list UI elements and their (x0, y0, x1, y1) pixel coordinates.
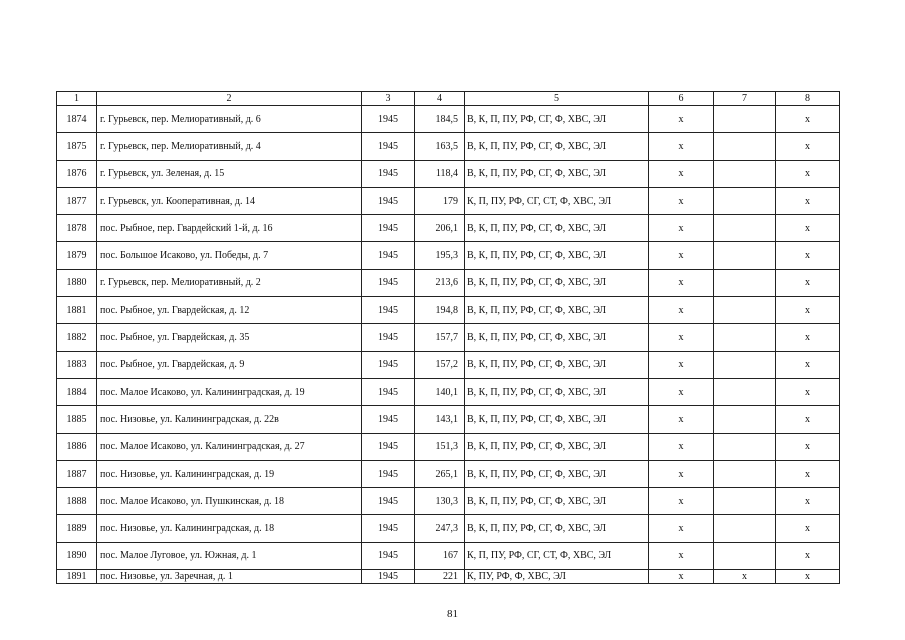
col8-mark: х (776, 324, 840, 351)
column-header: 3 (362, 92, 415, 106)
col7-mark (714, 460, 776, 487)
year-cell: 1945 (362, 515, 415, 542)
col6-mark: х (649, 460, 714, 487)
table-row (57, 433, 840, 460)
table-row (57, 106, 840, 133)
col8-mark: х (776, 542, 840, 569)
table-row (57, 570, 840, 584)
table-row (57, 297, 840, 324)
area-cell: 206,1 (415, 215, 465, 242)
col6-mark: х (649, 324, 714, 351)
col7-mark (714, 324, 776, 351)
row-number: 1880 (57, 269, 97, 296)
col6-mark: х (649, 433, 714, 460)
col7-mark (714, 378, 776, 405)
col8-mark: х (776, 215, 840, 242)
year-cell: 1945 (362, 406, 415, 433)
address-cell: пос. Рыбное, ул. Гвардейская, д. 12 (97, 297, 362, 324)
address-cell: пос. Рыбное, ул. Гвардейская, д. 35 (97, 324, 362, 351)
address-cell: г. Гурьевск, ул. Зеленая, д. 15 (97, 160, 362, 187)
row-number: 1884 (57, 378, 97, 405)
area-cell: 140,1 (415, 378, 465, 405)
year-cell: 1945 (362, 378, 415, 405)
address-cell: пос. Низовье, ул. Калининградская, д. 22в (97, 406, 362, 433)
year-cell: 1945 (362, 269, 415, 296)
systems-cell: В, К, П, ПУ, РФ, СГ, Ф, ХВС, ЭЛ (465, 433, 649, 460)
column-header: 8 (776, 92, 840, 106)
table-row (57, 378, 840, 405)
area-cell: 167 (415, 542, 465, 569)
col7-mark (714, 215, 776, 242)
year-cell: 1945 (362, 242, 415, 269)
page-number: 81 (447, 608, 458, 620)
col6-mark: х (649, 406, 714, 433)
col6-mark: х (649, 187, 714, 214)
area-cell: 184,5 (415, 106, 465, 133)
area-cell: 163,5 (415, 133, 465, 160)
column-header: 4 (415, 92, 465, 106)
area-cell: 179 (415, 187, 465, 214)
systems-cell: В, К, П, ПУ, РФ, СГ, Ф, ХВС, ЭЛ (465, 351, 649, 378)
systems-cell: В, К, П, ПУ, РФ, СГ, Ф, ХВС, ЭЛ (465, 406, 649, 433)
area-cell: 195,3 (415, 242, 465, 269)
systems-cell: В, К, П, ПУ, РФ, СГ, Ф, ХВС, ЭЛ (465, 515, 649, 542)
col8-mark: х (776, 488, 840, 515)
col7-mark (714, 406, 776, 433)
col8-mark: х (776, 570, 840, 584)
table-row (57, 542, 840, 569)
row-number: 1891 (57, 570, 97, 584)
row-number: 1881 (57, 297, 97, 324)
table-row (57, 515, 840, 542)
table-row (57, 187, 840, 214)
area-cell: 130,3 (415, 488, 465, 515)
address-cell: пос. Низовье, ул. Калининградская, д. 18 (97, 515, 362, 542)
systems-cell: В, К, П, ПУ, РФ, СГ, Ф, ХВС, ЭЛ (465, 160, 649, 187)
year-cell: 1945 (362, 351, 415, 378)
row-number: 1877 (57, 187, 97, 214)
address-cell: г. Гурьевск, пер. Мелиоративный, д. 2 (97, 269, 362, 296)
col8-mark: х (776, 515, 840, 542)
address-cell: пос. Малое Исаково, ул. Пушкинская, д. 18 (97, 488, 362, 515)
row-number: 1890 (57, 542, 97, 569)
col8-mark: х (776, 160, 840, 187)
col8-mark: х (776, 351, 840, 378)
col7-mark (714, 269, 776, 296)
column-header: 7 (714, 92, 776, 106)
column-header: 2 (97, 92, 362, 106)
systems-cell: К, ПУ, РФ, Ф, ХВС, ЭЛ (465, 570, 649, 584)
column-header: 5 (465, 92, 649, 106)
table-row (57, 488, 840, 515)
column-header: 1 (57, 92, 97, 106)
systems-cell: В, К, П, ПУ, РФ, СГ, Ф, ХВС, ЭЛ (465, 215, 649, 242)
row-number: 1878 (57, 215, 97, 242)
col8-mark: х (776, 460, 840, 487)
address-cell: г. Гурьевск, пер. Мелиоративный, д. 6 (97, 106, 362, 133)
col7-mark (714, 242, 776, 269)
row-number: 1875 (57, 133, 97, 160)
address-cell: пос. Низовье, ул. Заречная, д. 1 (97, 570, 362, 584)
col7-mark (714, 433, 776, 460)
systems-cell: К, П, ПУ, РФ, СГ, СТ, Ф, ХВС, ЭЛ (465, 542, 649, 569)
systems-cell: В, К, П, ПУ, РФ, СГ, Ф, ХВС, ЭЛ (465, 324, 649, 351)
row-number: 1889 (57, 515, 97, 542)
col6-mark: х (649, 133, 714, 160)
col8-mark: х (776, 269, 840, 296)
area-cell: 157,7 (415, 324, 465, 351)
col8-mark: х (776, 106, 840, 133)
col7-mark (714, 542, 776, 569)
table-row (57, 351, 840, 378)
column-header: 6 (649, 92, 714, 106)
year-cell: 1945 (362, 133, 415, 160)
systems-cell: В, К, П, ПУ, РФ, СГ, Ф, ХВС, ЭЛ (465, 269, 649, 296)
table-row (57, 160, 840, 187)
col7-mark (714, 488, 776, 515)
register-table (56, 91, 840, 584)
year-cell: 1945 (362, 187, 415, 214)
area-cell: 151,3 (415, 433, 465, 460)
col6-mark: х (649, 106, 714, 133)
systems-cell: В, К, П, ПУ, РФ, СГ, Ф, ХВС, ЭЛ (465, 378, 649, 405)
year-cell: 1945 (362, 570, 415, 584)
col6-mark: х (649, 269, 714, 296)
table-row (57, 324, 840, 351)
col6-mark: х (649, 297, 714, 324)
row-number: 1887 (57, 460, 97, 487)
col7-mark (714, 133, 776, 160)
table-row (57, 242, 840, 269)
area-cell: 265,1 (415, 460, 465, 487)
year-cell: 1945 (362, 542, 415, 569)
col7-mark (714, 297, 776, 324)
year-cell: 1945 (362, 433, 415, 460)
systems-cell: В, К, П, ПУ, РФ, СГ, Ф, ХВС, ЭЛ (465, 106, 649, 133)
col8-mark: х (776, 406, 840, 433)
col7-mark (714, 515, 776, 542)
col8-mark: х (776, 297, 840, 324)
col7-mark (714, 160, 776, 187)
col6-mark: х (649, 242, 714, 269)
col8-mark: х (776, 378, 840, 405)
address-cell: пос. Малое Исаково, ул. Калининградская, д. 19 (97, 378, 362, 405)
col7-mark (714, 351, 776, 378)
systems-cell: В, К, П, ПУ, РФ, СГ, Ф, ХВС, ЭЛ (465, 297, 649, 324)
col7-mark (714, 187, 776, 214)
col6-mark: х (649, 570, 714, 584)
address-cell: г. Гурьевск, пер. Мелиоративный, д. 4 (97, 133, 362, 160)
year-cell: 1945 (362, 460, 415, 487)
row-number: 1874 (57, 106, 97, 133)
row-number: 1885 (57, 406, 97, 433)
table-row (57, 215, 840, 242)
systems-cell: В, К, П, ПУ, РФ, СГ, Ф, ХВС, ЭЛ (465, 460, 649, 487)
systems-cell: В, К, П, ПУ, РФ, СГ, Ф, ХВС, ЭЛ (465, 242, 649, 269)
row-number: 1886 (57, 433, 97, 460)
area-cell: 213,6 (415, 269, 465, 296)
year-cell: 1945 (362, 215, 415, 242)
address-cell: пос. Низовье, ул. Калининградская, д. 19 (97, 460, 362, 487)
table-row (57, 460, 840, 487)
col6-mark: х (649, 215, 714, 242)
col6-mark: х (649, 378, 714, 405)
systems-cell: В, К, П, ПУ, РФ, СГ, Ф, ХВС, ЭЛ (465, 133, 649, 160)
address-cell: пос. Большое Исаково, ул. Победы, д. 7 (97, 242, 362, 269)
col7-mark (714, 106, 776, 133)
table-row (57, 269, 840, 296)
col8-mark: х (776, 187, 840, 214)
row-number: 1883 (57, 351, 97, 378)
table-row (57, 406, 840, 433)
col6-mark: х (649, 488, 714, 515)
area-cell: 247,3 (415, 515, 465, 542)
systems-cell: В, К, П, ПУ, РФ, СГ, Ф, ХВС, ЭЛ (465, 488, 649, 515)
header-row (57, 92, 840, 106)
row-number: 1882 (57, 324, 97, 351)
address-cell: г. Гурьевск, ул. Кооперативная, д. 14 (97, 187, 362, 214)
col6-mark: х (649, 351, 714, 378)
register-table-container (56, 91, 840, 584)
table-row (57, 133, 840, 160)
col6-mark: х (649, 160, 714, 187)
year-cell: 1945 (362, 106, 415, 133)
year-cell: 1945 (362, 160, 415, 187)
year-cell: 1945 (362, 297, 415, 324)
col8-mark: х (776, 133, 840, 160)
col8-mark: х (776, 242, 840, 269)
row-number: 1879 (57, 242, 97, 269)
address-cell: пос. Рыбное, пер. Гвардейский 1-й, д. 16 (97, 215, 362, 242)
area-cell: 221 (415, 570, 465, 584)
row-number: 1888 (57, 488, 97, 515)
area-cell: 143,1 (415, 406, 465, 433)
address-cell: пос. Рыбное, ул. Гвардейская, д. 9 (97, 351, 362, 378)
area-cell: 194,8 (415, 297, 465, 324)
address-cell: пос. Малое Исаково, ул. Калининградская, д. 27 (97, 433, 362, 460)
area-cell: 118,4 (415, 160, 465, 187)
row-number: 1876 (57, 160, 97, 187)
col8-mark: х (776, 433, 840, 460)
area-cell: 157,2 (415, 351, 465, 378)
address-cell: пос. Малое Луговое, ул. Южная, д. 1 (97, 542, 362, 569)
col7-mark: х (714, 570, 776, 584)
systems-cell: К, П, ПУ, РФ, СГ, СТ, Ф, ХВС, ЭЛ (465, 187, 649, 214)
col6-mark: х (649, 515, 714, 542)
col6-mark: х (649, 542, 714, 569)
year-cell: 1945 (362, 324, 415, 351)
year-cell: 1945 (362, 488, 415, 515)
